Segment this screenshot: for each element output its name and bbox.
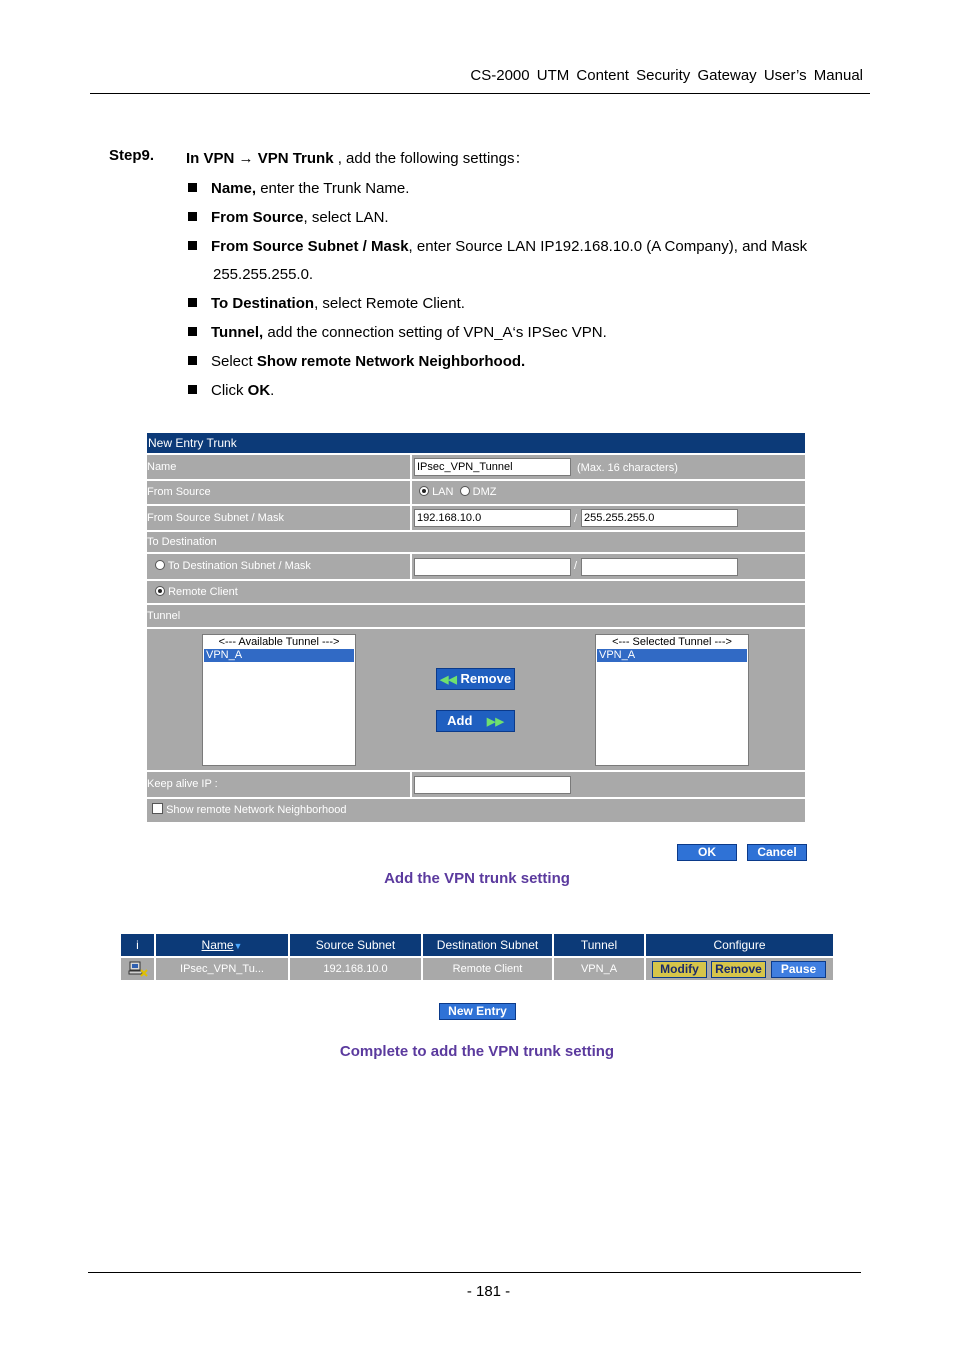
dest-subnet-label: To Destination Subnet / Mask xyxy=(167,560,311,572)
neighborhood-row xyxy=(147,799,805,822)
step-label: Step9. xyxy=(109,147,155,164)
from-source-label: From Source xyxy=(147,486,211,498)
dest-subnet-row xyxy=(147,554,805,579)
remote-client-label: Remote Client xyxy=(168,586,238,598)
remove-tunnel-button[interactable]: ◀◀ Remove xyxy=(436,668,515,690)
figure-caption-complete: Complete to add the VPN trunk setting xyxy=(339,1043,615,1060)
available-list-item[interactable]: VPN_A xyxy=(204,649,354,662)
show-neighborhood-label: Show remote Network Neighborhood xyxy=(166,804,347,816)
header-rule xyxy=(90,93,870,94)
lan-label: LAN xyxy=(432,486,454,498)
new-entry-trunk-form xyxy=(147,433,805,822)
col-header-info: i xyxy=(121,934,154,956)
step-rest: , add the following settings： xyxy=(333,150,530,167)
col-header-configure: Configure xyxy=(646,934,833,956)
square-bullet-icon xyxy=(188,385,197,394)
step-prefix: In VPN xyxy=(186,150,235,167)
dmz-label: DMZ xyxy=(472,486,497,498)
trunk-status-icon xyxy=(121,958,154,980)
new-entry-button[interactable]: New Entry xyxy=(439,1003,516,1020)
ok-button[interactable]: OK xyxy=(677,844,737,861)
slash-separator: / xyxy=(574,513,578,525)
tunnel-label-row xyxy=(147,605,805,627)
cell-destination: Remote Client xyxy=(423,958,552,980)
keepalive-input[interactable] xyxy=(414,776,571,794)
bullet-name: Name, enter the Trunk Name. xyxy=(188,180,409,197)
selected-list-header: <--- Selected Tunnel ---> xyxy=(612,636,732,648)
name-input[interactable]: IPsec_VPN_Tunnel xyxy=(414,458,571,476)
col-header-destination: Destination Subnet xyxy=(423,934,552,956)
square-bullet-icon xyxy=(188,298,197,307)
bullet-tunnel: Tunnel, add the connection setting of VPN_A‘s IPSec VPN. xyxy=(188,324,607,341)
pause-button[interactable]: Pause xyxy=(771,961,826,978)
square-bullet-icon xyxy=(188,327,197,336)
source-subnet-row xyxy=(147,506,805,530)
tunnel-label: Tunnel xyxy=(147,610,181,622)
trunk-list-table xyxy=(121,934,833,981)
square-bullet-icon xyxy=(188,212,197,221)
source-mask-input[interactable]: 255.255.255.0 xyxy=(581,509,738,527)
cancel-button[interactable]: Cancel xyxy=(747,844,807,861)
page-number: - 181 - xyxy=(466,1283,511,1300)
bullet-subnet-cont: 255.255.255.0. xyxy=(213,266,314,283)
col-header-tunnel: Tunnel xyxy=(554,934,644,956)
slash-separator: / xyxy=(574,560,578,572)
manual-title: CS-2000 UTM Content Security Gateway User’s Manual xyxy=(470,67,863,84)
cell-tunnel: VPN_A xyxy=(554,958,644,980)
col-header-source: Source Subnet xyxy=(290,934,421,956)
bullet-click-ok: Click OK. xyxy=(188,382,274,399)
add-tunnel-button[interactable]: Add ▶▶ xyxy=(436,710,515,732)
selected-tunnel-list[interactable] xyxy=(595,634,749,766)
to-destination-label: To Destination xyxy=(147,536,217,548)
name-row xyxy=(147,455,805,479)
cell-name: IPsec_VPN_Tu... xyxy=(156,958,288,980)
from-source-row xyxy=(147,481,805,504)
sort-down-icon: ▼ xyxy=(233,941,243,951)
remote-client-radio[interactable] xyxy=(155,586,165,596)
step-menu: VPN Trunk xyxy=(257,150,334,167)
modify-button[interactable]: Modify xyxy=(652,961,707,978)
show-neighborhood-checkbox[interactable] xyxy=(152,803,163,814)
remote-client-row xyxy=(147,581,805,603)
cell-source: 192.168.10.0 xyxy=(290,958,421,980)
col-header-name[interactable]: Name▼ xyxy=(156,934,288,956)
keepalive-row xyxy=(147,772,805,797)
bullet-to-destination: To Destination, select Remote Client. xyxy=(188,295,465,312)
cell-configure xyxy=(646,958,833,980)
selected-list-item[interactable]: VPN_A xyxy=(597,649,747,662)
name-label: Name xyxy=(147,461,177,473)
bullet-from-source: From Source, select LAN. xyxy=(188,209,389,226)
available-tunnel-list[interactable] xyxy=(202,634,356,766)
dest-subnet-radio[interactable] xyxy=(155,560,165,570)
to-destination-row xyxy=(147,532,805,552)
keepalive-label: Keep alive IP : xyxy=(147,778,218,790)
dest-mask-input[interactable] xyxy=(581,558,738,576)
square-bullet-icon xyxy=(188,183,197,192)
dest-subnet-input[interactable] xyxy=(414,558,571,576)
form-title: New Entry Trunk xyxy=(147,433,805,453)
source-subnet-label: From Source Subnet / Mask xyxy=(147,512,284,524)
remove-button[interactable]: Remove xyxy=(711,961,766,978)
double-right-arrow-icon: ▶▶ xyxy=(486,716,504,728)
figure-caption-add: Add the VPN trunk setting xyxy=(384,870,570,887)
double-left-arrow-icon: ◀◀ xyxy=(439,674,457,686)
available-list-header: <--- Available Tunnel ---> xyxy=(218,636,340,648)
dmz-radio[interactable] xyxy=(460,486,470,496)
square-bullet-icon xyxy=(188,356,197,365)
bullet-subnet: From Source Subnet / Mask, enter Source LAN IP192.168.10.0 (A Company), and Mask xyxy=(188,238,807,255)
source-subnet-input[interactable]: 192.168.10.0 xyxy=(414,509,571,527)
footer-rule xyxy=(88,1272,861,1273)
tunnel-select-row xyxy=(147,629,805,770)
step-text xyxy=(186,147,530,168)
arrow-icon: → xyxy=(238,150,254,167)
name-hint: (Max. 16 characters) xyxy=(577,462,678,474)
lan-radio[interactable] xyxy=(419,486,429,496)
square-bullet-icon xyxy=(188,241,197,250)
bullet-show-neighborhood: Select Show remote Network Neighborhood. xyxy=(188,353,525,370)
